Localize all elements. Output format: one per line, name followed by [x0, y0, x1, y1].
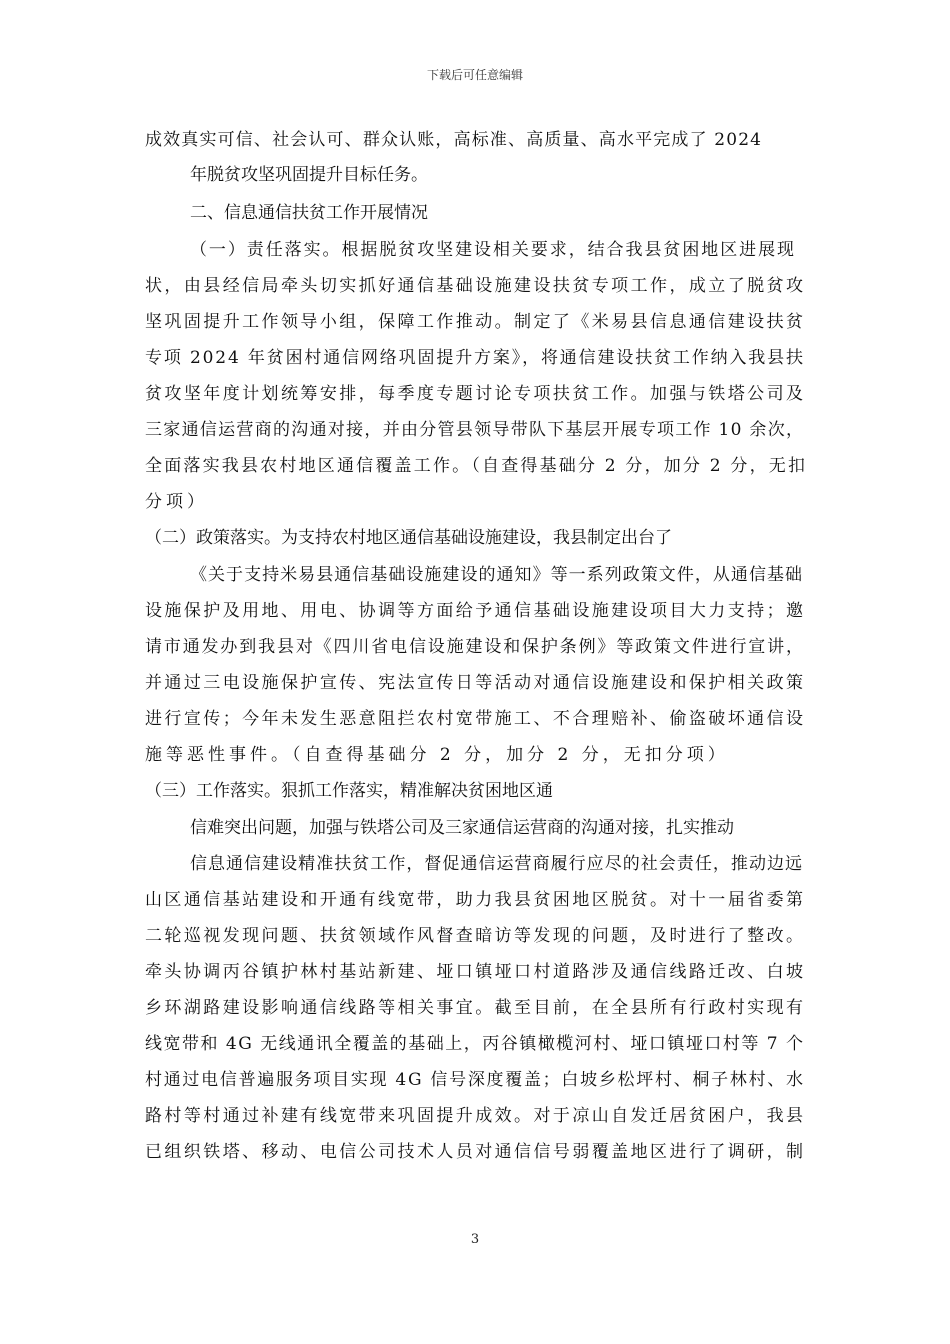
text-line: 请市通发办到我县对《四川省电信设施建设和保护条例》等政策文件进行宣讲，: [145, 637, 805, 657]
text-line: 路村等村通过补建有线宽带来巩固提升成效。对于凉山自发迁居贫困户，我县: [145, 1106, 806, 1126]
text-line: 牵头协调丙谷镇护林村基站新建、垭口镇垭口村道路涉及通信线路迁改、白坡: [145, 962, 806, 982]
text-line: 信难突出问题，加强与铁塔公司及三家通信运营商的沟通对接，扎实推动: [190, 818, 734, 838]
text-line: 村通过电信普遍服务项目实现 4G 信号深度覆盖；白坡乡松坪村、桐子林村、水: [145, 1070, 805, 1090]
text-line: （二）政策落实。为支持农村地区通信基础设施建设，我县制定出台了: [145, 528, 672, 548]
text-line: 乡环湖路建设影响通信线路等相关事宜。截至目前，在全县所有行政村实现有: [145, 998, 806, 1018]
text-line: 贫攻坚年度计划统筹安排，每季度专题讨论专项扶贫工作。加强与铁塔公司及: [145, 384, 806, 404]
text-line: 二轮巡视发现问题、扶贫领域作风督查暗访等发现的问题，及时进行了整改。: [145, 926, 806, 946]
text-line: 分项）: [145, 492, 208, 512]
text-line: 设施保护及用地、用电、协调等方面给予通信基础设施建设项目大力支持；邀: [145, 601, 806, 621]
text-line: 二、信息通信扶贫工作开展情况: [190, 203, 428, 223]
text-line: 已组织铁塔、移动、电信公司技术人员对通信信号弱覆盖地区进行了调研，制: [145, 1142, 806, 1162]
text-line: 三家通信运营商的沟通对接，并由分管县领导带队下基层开展专项工作 10 余次，: [145, 420, 805, 440]
page-header: 下载后可任意编辑: [426, 68, 523, 82]
text-line: 《关于支持米易县通信基础设施建设的通知》等一系列政策文件，从通信基础: [190, 565, 804, 585]
text-line: （三）工作落实。狠抓工作落实，精准解决贫困地区通: [145, 781, 553, 801]
text-line: 成效真实可信、社会认可、群众认账，高标准、高质量、高水平完成了 2024: [145, 130, 763, 150]
text-line: 全面落实我县农村地区通信覆盖工作。（自查得基础分 2 分，加分 2 分，无扣: [145, 456, 808, 476]
text-line: （一）责任落实。根据脱贫攻坚建设相关要求，结合我县贫困地区进展现: [190, 240, 796, 260]
text-line: 信息通信建设精准扶贫工作，督促通信运营商履行应尽的社会责任，推动边远: [190, 854, 804, 874]
text-line: 进行宣传；今年未发生恶意阻拦农村宽带施工、不合理赔补、偷盗破坏通信设: [145, 709, 806, 729]
text-line: 线宽带和 4G 无线通讯全覆盖的基础上，丙谷镇橄榄河村、垭口镇垭口村等 7 个: [145, 1034, 805, 1054]
text-line: 状，由县经信局牵头切实抓好通信基础设施建设扶贫专项工作，成立了脱贫攻: [145, 276, 806, 296]
page-number: 3: [470, 1232, 480, 1247]
text-line: 年脱贫攻坚巩固提升目标任务。: [190, 165, 428, 185]
text-line: 并通过三电设施保护宣传、宪法宣传日等活动对通信设施建设和保护相关政策: [145, 673, 806, 693]
text-line: 专项 2024 年贫困村通信网络巩固提升方案》，将通信建设扶贫工作纳入我县扶: [145, 348, 805, 368]
text-line: 施等恶性事件。（自查得基础分 2 分，加分 2 分，无扣分项）: [145, 745, 729, 765]
text-line: 坚巩固提升工作领导小组，保障工作推动。制定了《米易县信息通信建设扶贫: [145, 312, 806, 332]
text-line: 山区通信基站建设和开通有线宽带，助力我县贫困地区脱贫。对十一届省委第: [145, 890, 806, 910]
